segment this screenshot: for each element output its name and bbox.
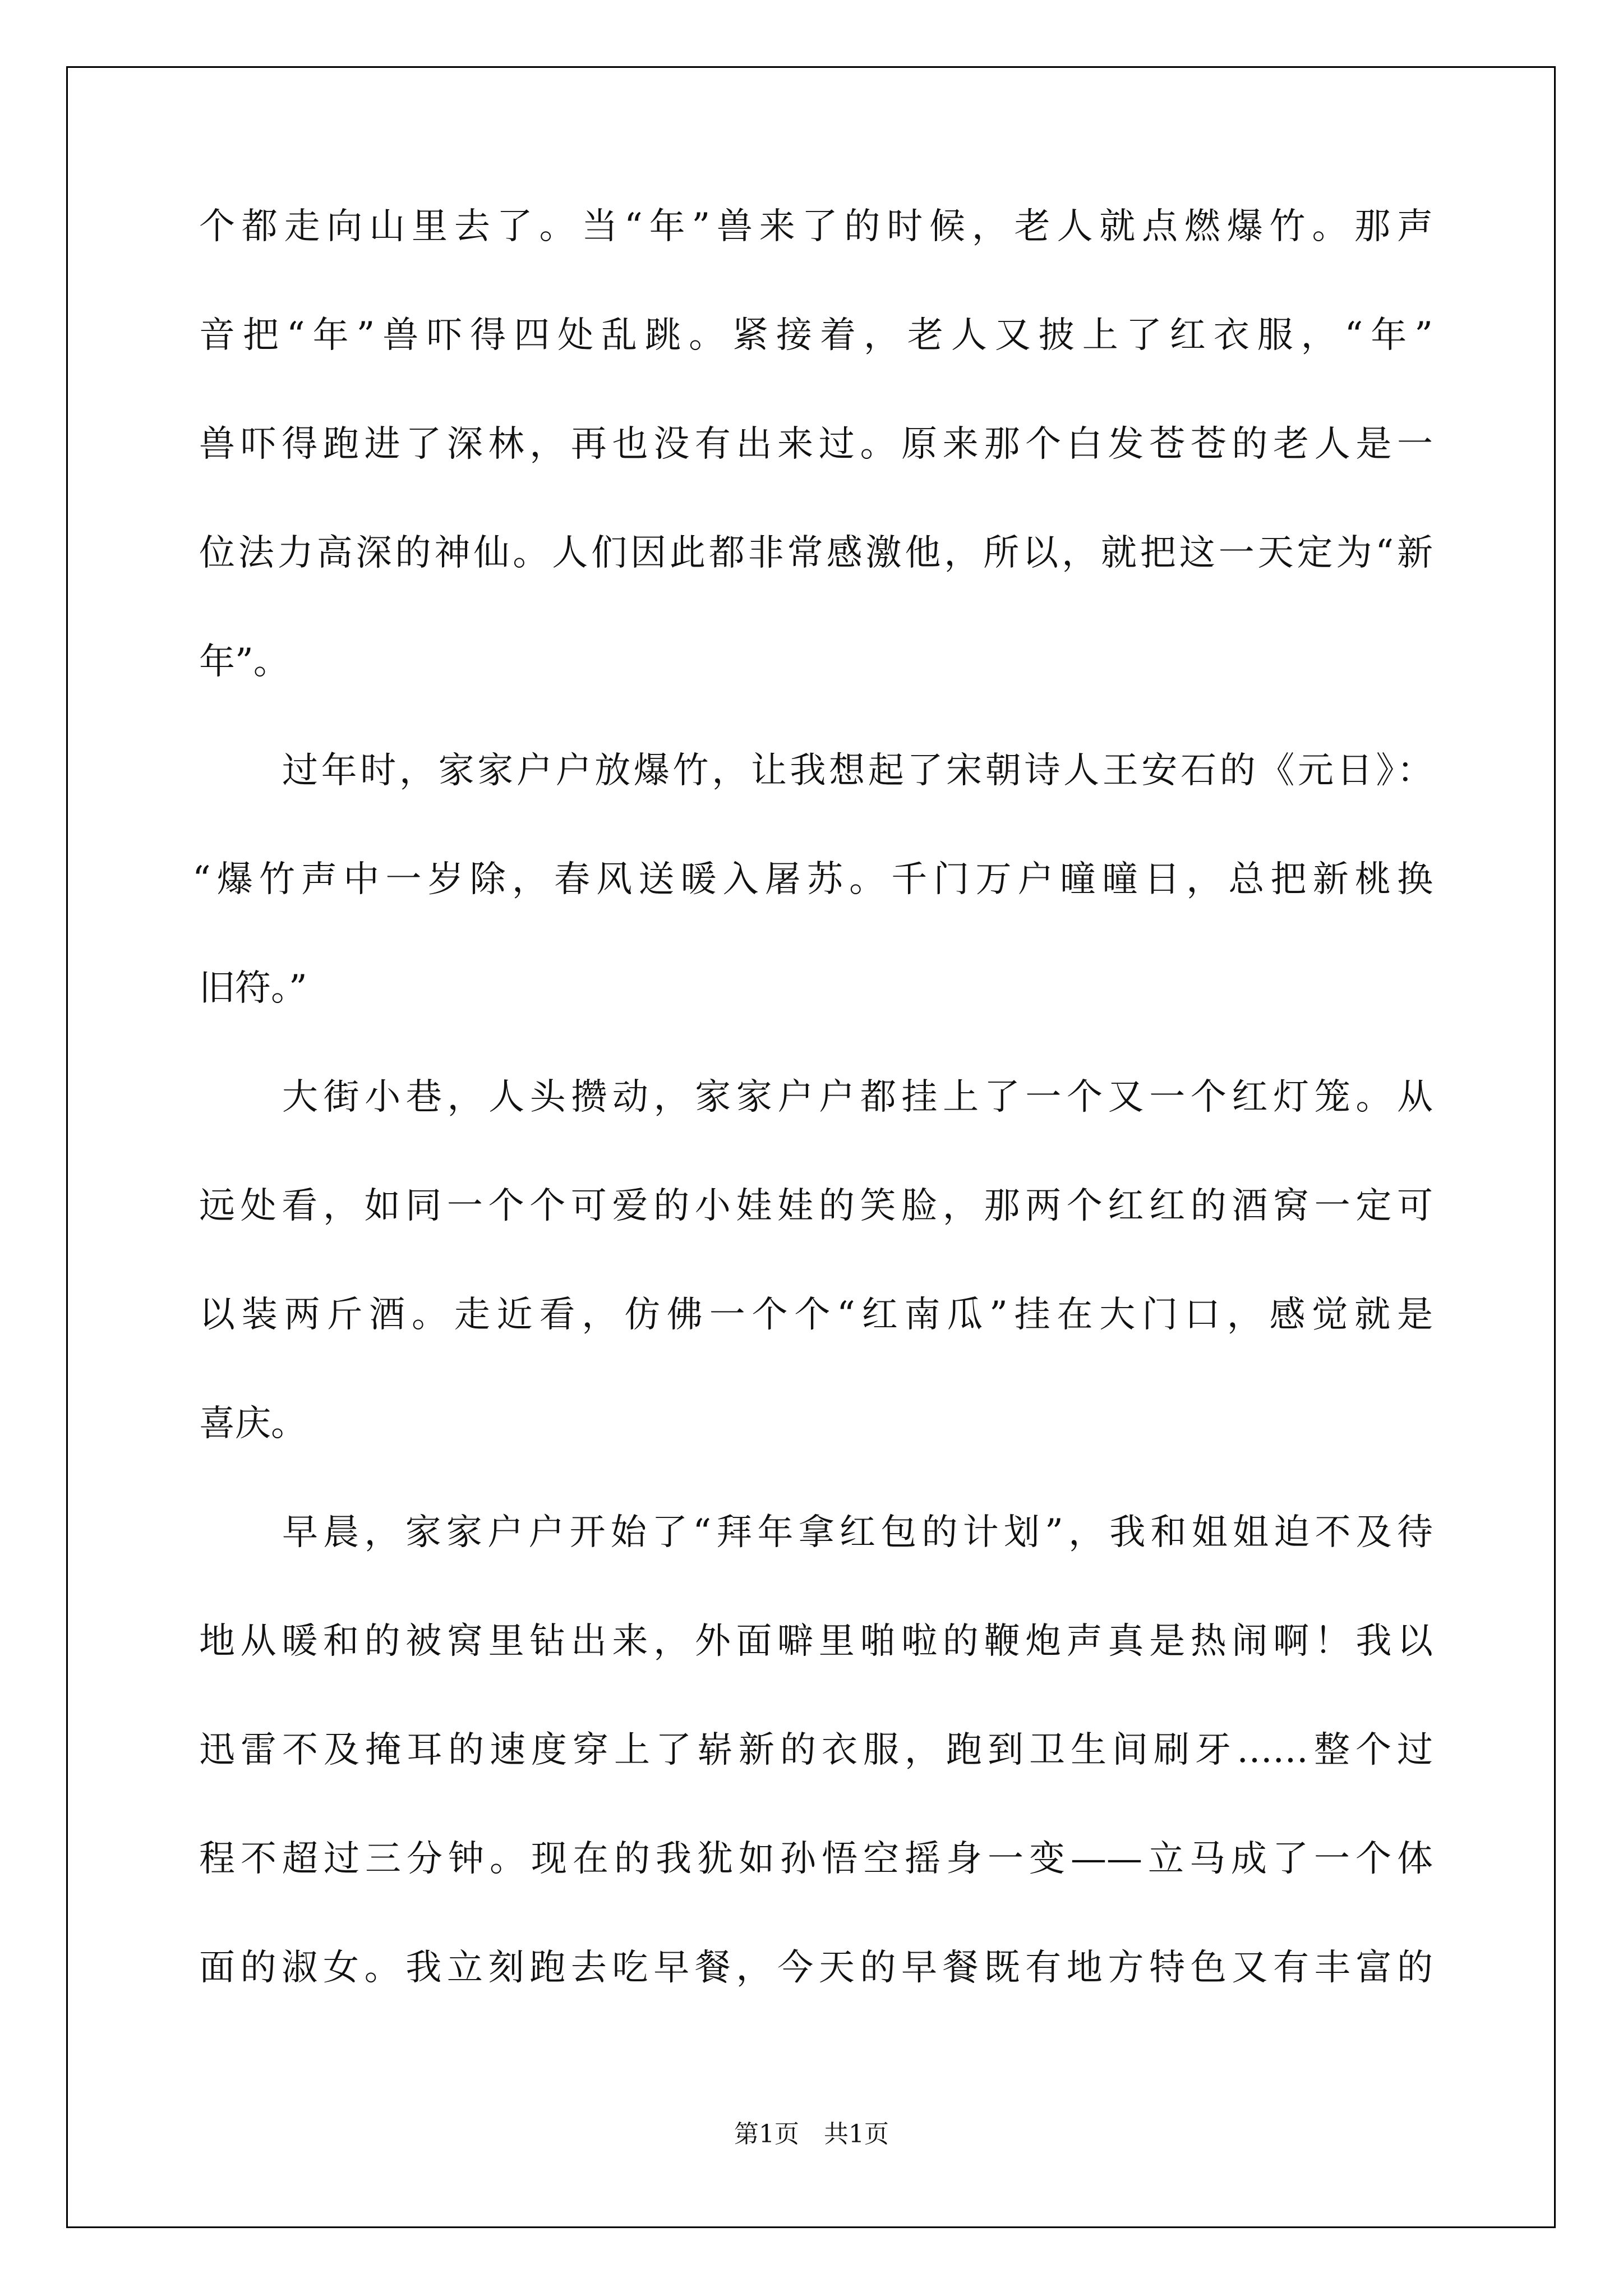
text-line: 过年时，家家户户放爆竹，让我想起了宋朝诗人王安石的《元日》： xyxy=(282,750,1433,792)
text-line: 旧符。” xyxy=(199,968,307,1009)
text-line: 年”。 xyxy=(199,641,289,683)
text-line: 喜庆。 xyxy=(199,1403,307,1444)
text-line: 远处看，如同一个个可爱的小娃娃的笑脸，那两个红红的酒窝一定可 xyxy=(199,1185,1433,1227)
text-line: 迅雷不及掩耳的速度穿上了崭新的衣服，跑到卫生间刷牙……整个过 xyxy=(199,1729,1433,1771)
text-line: 音把“年”兽吓得四处乱跳。紧接着，老人又披上了红衣服，“年” xyxy=(199,315,1433,356)
text-line: 地从暖和的被窝里钻出来，外面噼里啪啦的鞭炮声真是热闹啊！我以 xyxy=(199,1621,1433,1662)
text-line: 面的淑女。我立刻跑去吃早餐，今天的早餐既有地方特色又有丰富的 xyxy=(199,1947,1433,1989)
text-line: 以装两斤酒。走近看，仿佛一个个“红南瓜”挂在大门口，感觉就是 xyxy=(199,1294,1433,1336)
text-line: 位法力高深的神仙。人们因此都非常感激他，所以，就把这一天定为“新 xyxy=(199,532,1433,574)
text-line: 早晨，家家户户开始了“拜年拿红包的计划”，我和姐姐迫不及待 xyxy=(282,1512,1433,1553)
page-number-footer: 第1页 共1页 xyxy=(734,2120,889,2148)
text-line: “爆竹声中一岁除，春风送暖入屠苏。千门万户曈曈日，总把新桃换 xyxy=(192,859,1433,900)
text-line: 个都走向山里去了。当“年”兽来了的时候，老人就点燃爆竹。那声 xyxy=(199,206,1433,247)
text-line: 大街小巷，人头攒动，家家户户都挂上了一个又一个红灯笼。从 xyxy=(282,1076,1433,1118)
text-line: 兽吓得跑进了深林，再也没有出来过。原来那个白发苍苍的老人是一 xyxy=(199,424,1433,465)
text-line: 程不超过三分钟。现在的我犹如孙悟空摇身一变——立马成了一个体 xyxy=(199,1838,1433,1880)
page-border xyxy=(66,66,1556,2228)
